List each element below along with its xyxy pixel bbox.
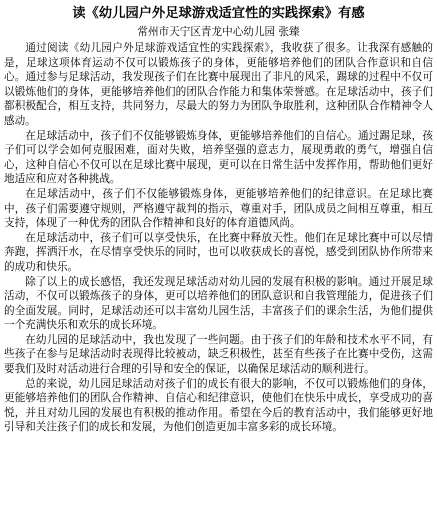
paragraph-3: 在足球活动中，孩子们不仅能够锻炼身体，更能够培养他们的纪律意识。在足球比赛中，孩子们需要遵守规则，严格遵守裁判的指示，尊重对手，团队成员之间相互尊重，相互支持，体现了一种优秀的团队合作精神和良好的体育道德风尚。: [4, 187, 433, 230]
author-line: 常州市天宁区青龙中心幼儿园 张臻: [137, 26, 300, 38]
paragraph-4: 在足球活动中，孩子们可以享受快乐，在比赛中释放天性。他们在足球比赛中可以尽情奔跑，挥洒汗水，在尽情享受快乐的同时，也可以收获成长的喜悦，感受到团队协作所带来的成功和快乐。: [4, 231, 433, 273]
document-title: 读《幼儿园户外足球游戏适宜性的实践探索》有感: [72, 6, 365, 21]
paragraph-5: 除了以上的成长感悟，我还发现足球活动对幼儿园的发展有积极的影响。通过开展足球活动，不仅可以锻炼孩子的身体，更可以培养他们的团队意识和自我管理能力，促进孩子们的全面发展。同时，足球活动还可以丰富幼儿园生活，丰富孩子们的课余生活，为他们提供一个充满快乐和欢乐的成长环境。: [4, 275, 433, 332]
paragraph-6: 在幼儿园的足球活动中，我也发现了一些问题。由于孩子们的年龄和技术水平不同，有些孩子在参与足球活动时表现得比较被动，缺乏积极性，甚至有些孩子在比赛中受伤，这需要我们及时对活动进行合理的引导和安全的保证，以确保足球活动的顺利进行。: [4, 333, 433, 376]
paragraph-1: 通过阅读《幼儿园户外足球游戏适宜性的实践探索》，我收获了很多。让我深有感触的是，足球这项体育运动不仅可以锻炼孩子的身体，更能够培养他们的团队合作意识和自信心。通过参与足球活动，我发现孩子们在比赛中展现出了非凡的风采，踢球的过程中不仅可以锻炼他们的身体，更能够培养他们的团队合作能力和集体荣誉感。在足球活动中，孩子们都积极配合，相互支持，共同努力，尽最大的努力为团队争取胜利，这种团队合作精神令人感动。: [4, 42, 433, 127]
paragraph-2: 在足球活动中，孩子们不仅能够锻炼身体，更能够培养他们的自信心。通过踢足球，孩子们可以学会如何克服困难，面对失败，培养坚强的意志力，展现勇敢的勇气，增强自信心，这种自信心不仅可以在足球比赛中展现，更可以在日常生活中发挥作用，帮助他们更好地适应和应对各种挑战。: [4, 129, 433, 186]
paragraph-7: 总的来说，幼儿园足球活动对孩子们的成长有很大的影响，不仅可以锻炼他们的身体，更能够培养他们的团队合作精神、自信心和纪律意识，使他们在快乐中成长，享受成功的喜悦，并且对幼儿园的发展也有积极的推动作用。希望在今后的教育活动中，我们能够更好地引导和关注孩子们的成长和发展，为他们创造更加丰富多彩的成长环境。: [4, 377, 433, 434]
